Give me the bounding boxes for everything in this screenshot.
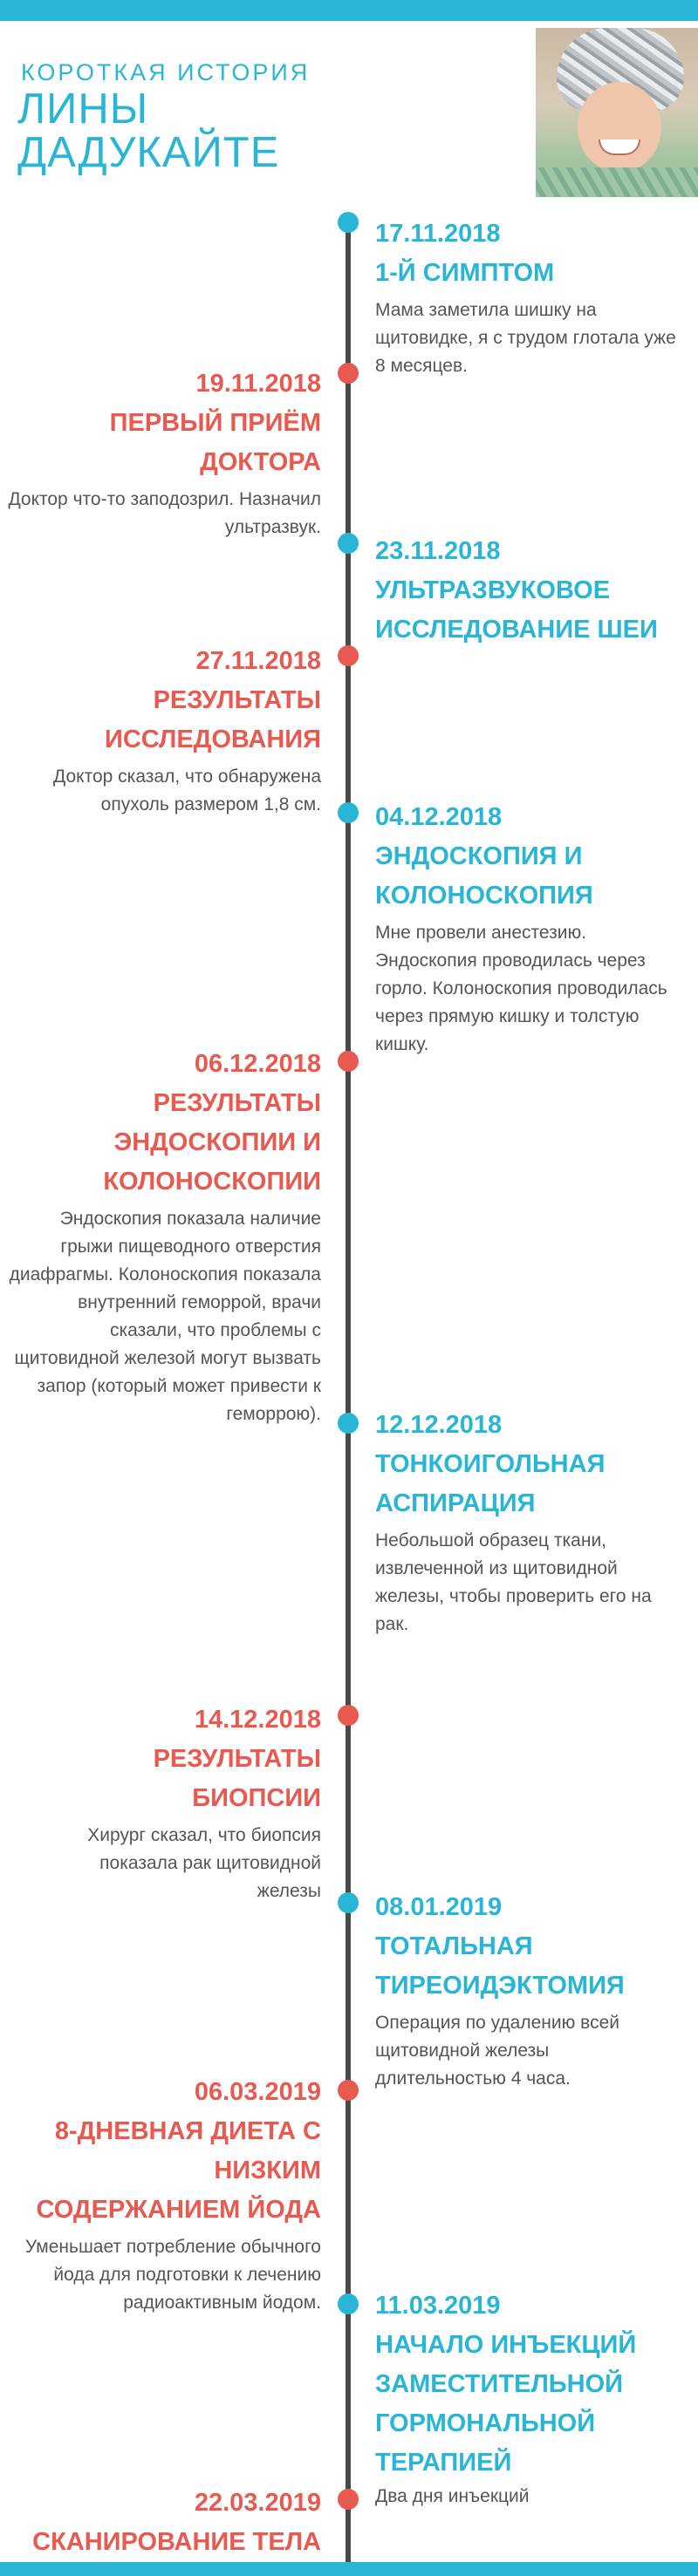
- timeline-dot: [338, 1051, 359, 1072]
- event-description: Два дня инъекций: [375, 2486, 530, 2506]
- timeline-line: [346, 220, 351, 2562]
- event-description: Хирург сказал, что биопсия показала рак щитовидной железы: [87, 1825, 321, 1901]
- event-description: Доктор что-то заподозрил. Назначил ультразвук.: [8, 489, 321, 537]
- timeline-dot: [338, 802, 359, 823]
- timeline-dot: [338, 212, 359, 233]
- event-title: ТОНКОИГОЛЬНАЯ АСПИРАЦИЯ: [375, 1450, 606, 1517]
- event-title: ПЕРВЫЙ ПРИЁМ ДОКТОРА: [109, 409, 321, 476]
- timeline-dot: [338, 363, 359, 384]
- timeline-dot: [338, 533, 359, 554]
- event-date: 27.11.2018: [195, 647, 321, 675]
- event-date: 17.11.2018: [375, 220, 501, 248]
- event-title: УЛЬТРАЗВУКОВОЕ ИССЛЕДОВАНИЕ ШЕИ: [375, 576, 658, 644]
- event-title: РЕЗУЛЬТАТЫ ИССЛЕДОВАНИЯ: [105, 686, 321, 753]
- timeline-dot: [338, 645, 359, 666]
- face: [578, 82, 661, 173]
- event-date: 23.11.2018: [375, 537, 501, 565]
- event-description: Доктор сказал, что обнаружена опухоль размером 1,8 см.: [53, 767, 321, 814]
- timeline-event: [7, 365, 321, 542]
- event-title: РЕЗУЛЬТАТЫ БИОПСИИ: [153, 1745, 321, 1812]
- timeline-event: [375, 798, 689, 1059]
- timeline-dot: [338, 1892, 359, 1913]
- event-date: 19.11.2018: [195, 370, 321, 398]
- timeline-event: [375, 1888, 689, 2093]
- event-title: ТОТАЛЬНАЯ ТИРЕОИДЭКТОМИЯ: [375, 1932, 625, 2000]
- timeline-dot: [338, 1413, 359, 1434]
- event-description: Мама заметила шишку на щитовидке, я с трудом глотала уже 8 месяцев.: [375, 300, 676, 376]
- page-subtitle: КОРОТКАЯ ИСТОРИЯ: [21, 59, 311, 85]
- timeline-dot: [338, 1705, 359, 1726]
- top-accent-bar: [0, 0, 698, 21]
- timeline-event: [375, 532, 689, 650]
- event-title: РЕЗУЛЬТАТЫ ЭНДОСКОПИИ И КОЛОНОСКОПИИ: [103, 1089, 321, 1196]
- event-date: 06.12.2018: [194, 1050, 321, 1078]
- timeline-event: [7, 2073, 321, 2317]
- timeline-event: [7, 1700, 321, 1905]
- timeline-event: [375, 2286, 689, 2511]
- event-description: Мне провели анестезию. Эндоскопия проводилась через горло. Колоноскопия проводилась через прямую кишку и толстую кишку.: [375, 923, 667, 1054]
- title-line-2: ДАДУКАЙТЕ: [17, 129, 280, 176]
- event-date: 14.12.2018: [194, 1706, 321, 1734]
- event-title: НАЧАЛО ИНЪЕКЦИЙ ЗАМЕСТИТЕЛЬНОЙ ГОРМОНАЛЬНОЙ ТЕРАПИЕЙ: [375, 2331, 637, 2477]
- event-title: 1-Й СИМПТОМ: [375, 259, 555, 287]
- event-description: Операция по удалению всей щитовидной железы длительностью 4 часа.: [375, 2013, 620, 2089]
- timeline-event: [375, 1406, 689, 1639]
- event-date: 08.01.2019: [375, 1893, 503, 1921]
- timeline-event: [7, 1045, 321, 1428]
- timeline-dot: [338, 2489, 359, 2510]
- portrait-photo: [536, 28, 698, 197]
- timeline-event: [7, 642, 321, 819]
- event-description: Небольшой образец ткани, извлеченной из щитовидной железы, чтобы проверить его на рак.: [375, 1530, 652, 1634]
- hospital-gown: [536, 167, 698, 197]
- event-title: 8-ДНЕВНАЯ ДИЕТА С НИЗКИМ СОДЕРЖАНИЕМ ЙОДА: [36, 2117, 321, 2224]
- timeline-event: [375, 215, 689, 380]
- event-date: 22.03.2019: [194, 2489, 321, 2517]
- timeline-dot: [338, 2293, 359, 2314]
- page-title: [17, 87, 279, 174]
- timeline-dot: [338, 2080, 359, 2101]
- event-date: 04.12.2018: [375, 803, 503, 831]
- event-date: 06.03.2019: [194, 2078, 321, 2106]
- event-title: СКАНИРОВАНИЕ ТЕЛА: [32, 2528, 321, 2556]
- event-title: ЭНДОСКОПИЯ И КОЛОНОСКОПИЯ: [375, 842, 593, 910]
- event-description: Уменьшает потребление обычного йода для подготовки к лечению радиоактивным йодом.: [24, 2237, 321, 2313]
- timeline-event: [7, 2484, 321, 2562]
- event-date: 11.03.2019: [375, 2292, 501, 2320]
- event-description: Эндоскопия показала наличие грыжи пищеводного отверстия диафрагмы. Колоноскопия показала внутренний геморрой, врачи сказали, что проблемы с щитовидной железой могут вызвать запор (который может привести к геморрою).: [9, 1209, 321, 1424]
- bottom-accent-bar: [0, 2562, 698, 2576]
- title-line-1: ЛИНЫ: [17, 85, 149, 133]
- event-date: 12.12.2018: [375, 1411, 503, 1439]
